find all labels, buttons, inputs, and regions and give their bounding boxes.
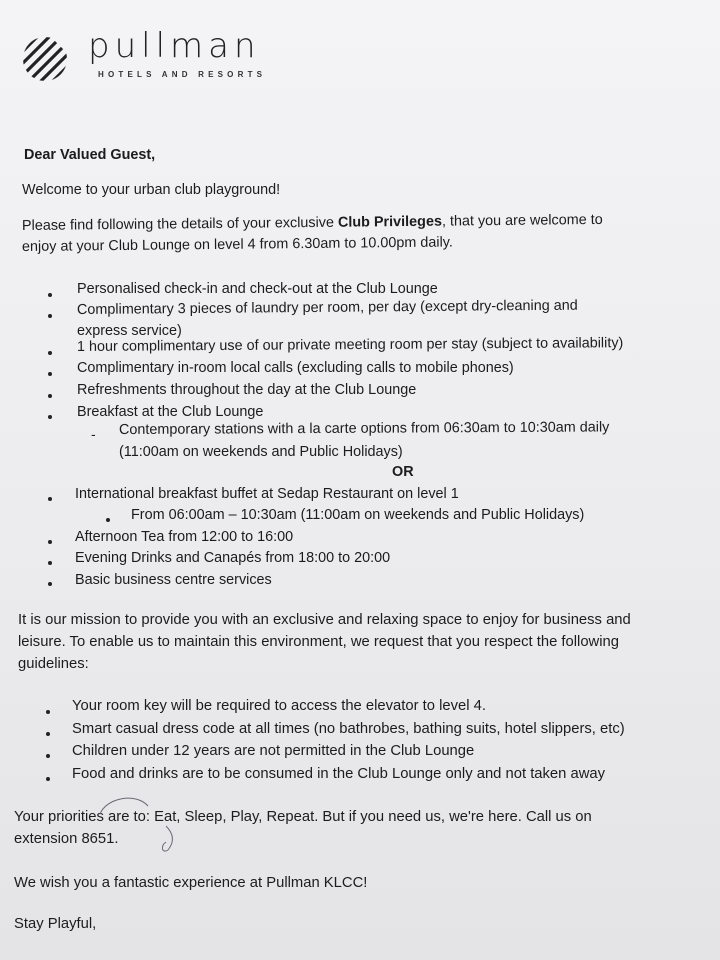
bullet	[46, 710, 50, 714]
dash-marker: -	[91, 426, 96, 442]
bullet	[48, 582, 52, 586]
list-item: Basic business centre services	[75, 572, 272, 588]
bullet	[48, 415, 52, 419]
bullet	[46, 777, 50, 781]
bullet	[48, 561, 52, 565]
intro-pre: Please find following the details of your exclusive	[21, 214, 339, 234]
intro-post: , that you are welcome to	[441, 211, 603, 230]
list-item-continuation: express service)	[77, 323, 182, 339]
bullet	[48, 351, 52, 355]
bullet	[48, 540, 52, 544]
pullman-logo-icon	[20, 36, 70, 82]
signoff: Stay Playful,	[14, 916, 97, 932]
mission-line-1: It is our mission to provide you with an exclusive and relaxing space to enjoy for business and	[18, 612, 631, 628]
brand-tagline: HOTELS AND RESORTS	[98, 70, 267, 79]
mission-line-2: leisure. To enable us to maintain this environment, we request that you respect the following	[18, 634, 619, 650]
list-item: International breakfast buffet at Sedap Restaurant on level 1	[75, 486, 459, 502]
list-item: Food and drinks are to be consumed in the Club Lounge only and not taken away	[72, 766, 606, 782]
bullet	[48, 394, 52, 398]
breakfast-option-2-time: From 06:00am – 10:30am (11:00am on weekends and Public Holidays)	[131, 507, 585, 523]
or-label: OR	[392, 464, 414, 480]
list-item: Smart casual dress code at all times (no bathrobes, bathing suits, hotel slippers, etc)	[72, 721, 625, 737]
list-item: Complimentary in-room local calls (excluding calls to mobile phones)	[77, 360, 514, 376]
bullet	[46, 754, 50, 758]
bullet	[106, 518, 110, 522]
intro-line-2: enjoy at your Club Lounge on level 4 from 6.30am to 10.00pm daily.	[21, 234, 453, 255]
list-item: Complimentary 3 pieces of laundry per room, per day (except dry-cleaning and	[76, 297, 578, 318]
priorities-line-1: Your priorities are to: Eat, Sleep, Play, Repeat. But if you need us, we're here. Call us on	[14, 809, 592, 825]
brand-name: pullman	[88, 26, 261, 66]
breakfast-option-1: Contemporary stations with a la carte options from 06:30am to 10:30am daily	[118, 419, 610, 438]
bullet	[48, 372, 52, 376]
list-item: Children under 12 years are not permitted in the Club Lounge	[72, 743, 475, 759]
pen-scribble-icon	[96, 792, 206, 862]
list-item: Afternoon Tea from 12:00 to 16:00	[75, 529, 294, 545]
breakfast-option-1-note: (11:00am on weekends and Public Holidays)	[119, 444, 403, 460]
list-item: Breakfast at the Club Lounge	[77, 404, 264, 420]
bullet	[46, 732, 50, 736]
bullet	[48, 293, 52, 297]
list-item: Your room key will be required to access the elevator to level 4.	[72, 698, 486, 714]
priorities-line-2: extension 8651.	[14, 831, 119, 847]
bullet	[48, 497, 52, 501]
list-item: Personalised check-in and check-out at the Club Lounge	[77, 281, 438, 297]
list-item: Evening Drinks and Canapés from 18:00 to 20:00	[75, 550, 391, 566]
mission-line-3: guidelines:	[18, 656, 89, 672]
salutation: Dear Valued Guest,	[24, 147, 156, 163]
wish-line: We wish you a fantastic experience at Pullman KLCC!	[14, 875, 368, 891]
club-privileges-label: Club Privileges	[337, 213, 442, 231]
welcome-line: Welcome to your urban club playground!	[22, 182, 281, 198]
list-item: 1 hour complimentary use of our private meeting room per stay (subject to availability)	[76, 335, 624, 355]
intro-line-1	[22, 211, 603, 235]
list-item: Refreshments throughout the day at the Club Lounge	[77, 382, 417, 398]
bullet	[48, 314, 52, 318]
